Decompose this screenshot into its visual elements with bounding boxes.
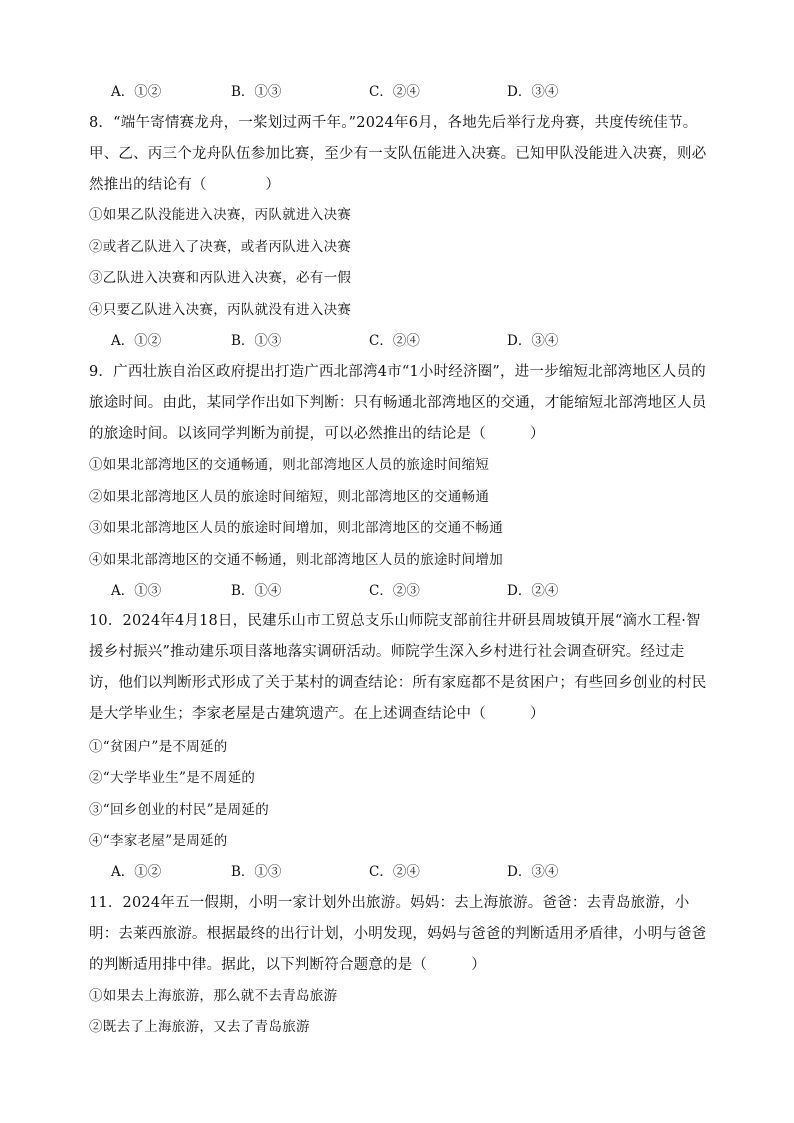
q9-statement-1: ①如果北部湾地区的交通畅通，则北部湾地区人员的旅途时间缩短 — [89, 457, 490, 473]
q10-statement-1: ①“贫困户”是不周延的 — [89, 739, 228, 755]
q8-option-c[interactable]: C．②④ — [369, 333, 420, 349]
q8-option-d[interactable]: D．③④ — [507, 333, 559, 349]
q10-statement-4: ④“李家老屋”是周延的 — [89, 833, 228, 849]
q8-statement-4: ④只要乙队进入决赛，丙队就没有进入决赛 — [89, 302, 352, 318]
q9-statement-2: ②如果北部湾地区人员的旅途时间缩短，则北部湾地区的交通畅通 — [89, 489, 490, 505]
q10-option-a[interactable]: A．①② — [111, 864, 162, 880]
question-10-text: 10．2024年4月18日，民建乐山市工贸总支乐山师院支部前往井研县周坡镇开展“滴水工程·智援乡村振兴”推动建乐项目落地落实调研活动。师院学生深入乡村进行社会调查研究。经过走访，他们以判断形式形成了关于某村的调查结论：所有家庭都不是贫困户；有些回乡创业的村民是大学毕业生；李家老屋是古建筑遗产。在上述调查结论中（ ） — [89, 613, 707, 722]
q8-statement-2: ②或者乙队进入了决赛，或者丙队进入决赛 — [89, 239, 352, 255]
q8-options — [111, 331, 751, 351]
q10-statement-2: ②“大学毕业生”是不周延的 — [89, 770, 256, 786]
q8-statement-3: ③乙队进入决赛和丙队进入决赛，必有一假 — [89, 270, 352, 286]
q9-option-a[interactable]: A．①③ — [111, 583, 162, 599]
q9-statement-3: ③如果北部湾地区人员的旅途时间增加，则北部湾地区的交通不畅通 — [89, 520, 503, 536]
q10-option-b[interactable]: B．①③ — [231, 864, 282, 880]
q8-statement-1: ①如果乙队没能进入决赛，丙队就进入决赛 — [89, 207, 352, 223]
q9-options — [111, 581, 751, 601]
q9-option-d[interactable]: D．②④ — [507, 583, 559, 599]
q8-option-a[interactable]: A．①② — [111, 333, 162, 349]
q11-statement-2: ②既去了上海旅游，又去了青岛旅游 — [89, 1019, 310, 1035]
q11-statement-1: ①如果去上海旅游，那么就不去青岛旅游 — [89, 988, 338, 1004]
q9-statement-4: ④如果北部湾地区的交通不畅通，则北部湾地区人员的旅途时间增加 — [89, 552, 503, 568]
q8-option-b[interactable]: B．①③ — [231, 333, 282, 349]
question-9-text: 9．广西壮族自治区政府提出打造广西北部湾4市“1小时经济圈”，进一步缩短北部湾地区人员的旅途时间。由此，某同学作出如下判断：只有畅通北部湾地区的交通，才能缩短北部湾地区人员的旅途时间。以该同学判断为前提，可以必然推出的结论是（ ） — [89, 364, 707, 442]
q10-option-d[interactable]: D．③④ — [507, 864, 559, 880]
prev-question-options — [111, 82, 751, 102]
option-d[interactable]: D．③④ — [507, 84, 559, 100]
q10-option-c[interactable]: C．②④ — [369, 864, 420, 880]
option-a[interactable]: A．①② — [111, 84, 162, 100]
question-11-text: 11．2024年五一假期，小明一家计划外出旅游。妈妈：去上海旅游。爸爸：去青岛旅游，小明：去莱西旅游。根据最终的出行计划，小明发现，妈妈与爸爸的判断适用矛盾律，小明与爸爸的判断适用排中律。据此，以下判断符合题意的是（ ） — [89, 895, 707, 973]
q10-options — [111, 862, 751, 882]
option-c[interactable]: C．②④ — [369, 84, 420, 100]
q10-statement-3: ③“回乡创业的村民”是周延的 — [89, 802, 270, 818]
option-b[interactable]: B．①③ — [231, 84, 282, 100]
question-8-text: 8．“端午寄情赛龙舟，一桨划过两千年。”2024年6月，各地先后举行龙舟赛，共度传统佳节。甲、乙、丙三个龙舟队伍参加比赛，至少有一支队伍能进入决赛。已知甲队没能进入决赛，则必然推出的结论有（ ） — [89, 115, 707, 193]
q9-option-c[interactable]: C．②③ — [369, 583, 420, 599]
q9-option-b[interactable]: B．①④ — [231, 583, 282, 599]
